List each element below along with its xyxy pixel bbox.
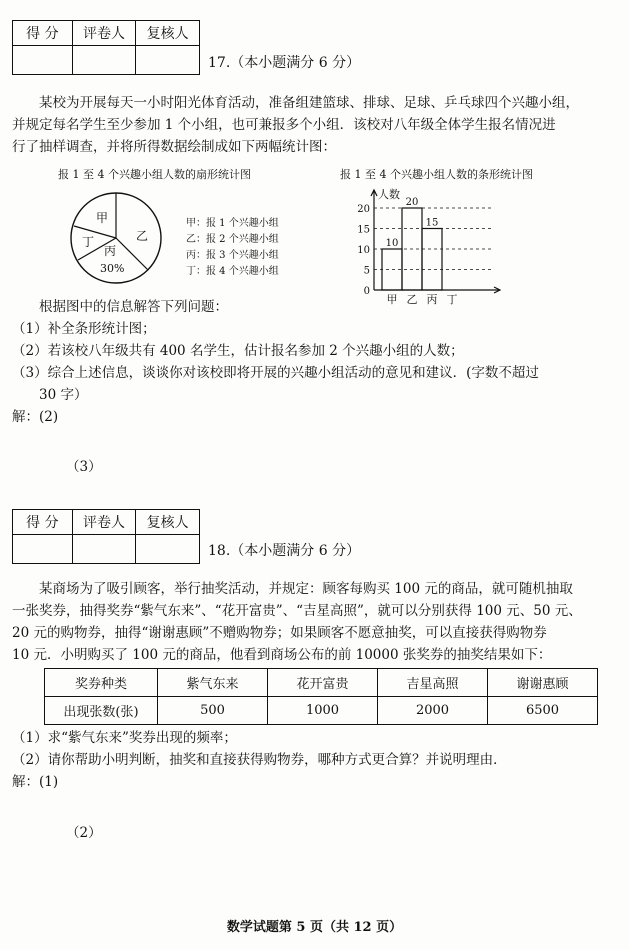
y-tick-label: 10 (357, 245, 370, 256)
score-header-cell: 评卷人 (72, 21, 136, 46)
question-17-part-2: （2）若该校八年级共有 400 名学生，估计报名参加 2 个兴趣小组的人数； (12, 343, 464, 359)
table-cell: 1000 (268, 697, 378, 725)
intro-line: 并规定每名学生至少参加 1 个小组，也可兼报多个小组．该校对八年级全体学生报名情况进 (12, 117, 556, 133)
question-18-part-2: （2）请你帮助小明判断，抽奖和直接获得购物券，哪种方式更合算？并说明理由． (12, 752, 507, 768)
table-header-cell: 奖券种类 (45, 669, 158, 697)
question-17-prompt: 根据图中的信息解答下列问题： (39, 299, 228, 315)
legend-item: 乙：报 2 个兴趣小组 (186, 234, 279, 245)
question-17-body (12, 296, 624, 428)
pie-legend (186, 216, 279, 280)
legend-item: 丙：报 3 个兴趣小组 (186, 250, 279, 261)
question-18-intro (12, 578, 624, 666)
legend-item: 甲：报 1 个兴趣小组 (186, 218, 279, 229)
x-tick-label: 丙 (426, 293, 438, 306)
bar-value-label: 10 (385, 238, 399, 249)
intro-line: 一张奖券，抽得奖券“紫气东来”、“花开富贵”、“吉星高照”，就可以分别获得 100 元、50 元、 (12, 603, 582, 619)
intro-line: 20 元的购物券，抽得“谢谢惠顾”不赠购物券；如果顾客不愿意抽奖，可以直接获得购物券 (12, 625, 547, 641)
page-footer: 数学试题第 5 页（共 12 页） (226, 920, 403, 935)
table-header-cell: 花开富贵 (268, 669, 378, 697)
table-header-cell: 谢谢惠顾 (488, 669, 598, 697)
bar (422, 229, 442, 291)
table-cell: 500 (158, 697, 268, 725)
question-18-answer-2: （2） (66, 825, 102, 841)
score-header-cell: 评卷人 (72, 510, 136, 535)
score-header-cell: 复核人 (136, 21, 200, 46)
table-cell: 6500 (488, 697, 598, 725)
table-cell: 2000 (378, 697, 488, 725)
pie-slice-label-bing: 丙 (104, 244, 117, 258)
pie-slice-label-yi: 乙 (136, 229, 149, 243)
intro-line: 某校为开展每天一小时阳光体育活动，准备组建篮球、排球、足球、乒乓球四个兴趣小组， (39, 95, 579, 111)
x-tick-label: 甲 (386, 293, 398, 306)
pie-chart-caption: 报 1 至 4 个兴趣小组人数的扇形统计图 (58, 168, 251, 181)
table-header-row (45, 669, 598, 697)
question-17-answer-label: 解：(2) (12, 409, 59, 425)
prize-table (44, 668, 598, 725)
question-17-title: 17.（本小题满分 6 分） (208, 55, 361, 71)
score-blank-cell[interactable] (13, 535, 73, 564)
y-tick-label: 0 (363, 286, 370, 297)
score-blank-cell[interactable] (136, 535, 200, 564)
pie-slice-percent-bing: 30% (100, 262, 125, 275)
legend-item: 丁：报 4 个兴趣小组 (186, 266, 279, 277)
score-header-cell: 得 分 (13, 510, 73, 535)
intro-line: 某商场为了吸引顾客，举行抽奖活动，并规定：顾客每购买 100 元的商品，就可随机抽取 (39, 581, 573, 597)
question-18-body (12, 727, 624, 793)
bar-chart-caption: 报 1 至 4 个兴趣小组人数的条形统计图 (340, 168, 533, 181)
question-18-title: 18.（本小题满分 6 分） (208, 543, 361, 559)
question-17-part-3: （3）综合上述信息，谈谈你对该校即将开展的兴趣小组活动的意见和建议．(字数不超过 (12, 365, 539, 381)
table-row (45, 697, 598, 725)
x-tick-label: 丁 (446, 293, 458, 306)
question-17-part-1: （1）补全条形统计图； (12, 321, 156, 337)
intro-line: 10 元．小明购买了 100 元的商品，他看到商场公布的前 10000 张奖券的抽奖结果如下： (12, 647, 552, 663)
score-blank-cell[interactable] (13, 46, 73, 75)
pie-chart (60, 188, 180, 288)
question-17-intro (12, 92, 624, 158)
table-row-label: 出现张数(张) (45, 697, 158, 725)
bar-value-label: 15 (425, 217, 439, 229)
score-table-17 (12, 20, 200, 75)
score-blank-cell[interactable] (136, 46, 200, 75)
y-tick-label: 20 (357, 204, 370, 215)
question-18-part-1: （1）求“紫气东来”奖券出现的频率； (12, 730, 237, 746)
bar-value-label: 20 (405, 197, 419, 208)
score-header-cell: 得 分 (13, 21, 73, 46)
pie-divider (74, 226, 116, 238)
y-tick-label: 5 (363, 265, 370, 277)
y-axis-label: 人数 (378, 188, 400, 201)
table-header-cell: 紫气东来 (158, 669, 268, 697)
bar-chart (340, 182, 510, 308)
pie-slice-label-ding: 丁 (82, 235, 95, 249)
x-tick-label: 乙 (406, 293, 418, 306)
score-header-cell: 复核人 (136, 510, 200, 535)
y-tick-label: 15 (357, 224, 370, 236)
question-17-answer-3: （3） (66, 459, 102, 475)
table-header-cell: 吉星高照 (378, 669, 488, 697)
intro-line: 行了抽样调查，并将所得数据绘制成如下两幅统计图： (12, 139, 336, 155)
score-blank-cell[interactable] (72, 535, 136, 564)
score-table-18 (12, 509, 200, 564)
question-17-part-3-cont: 30 字） (39, 387, 88, 403)
score-blank-cell[interactable] (72, 46, 136, 75)
pie-slice-label-jia: 甲 (96, 211, 109, 225)
question-18-answer-label: 解：(1) (12, 774, 59, 790)
